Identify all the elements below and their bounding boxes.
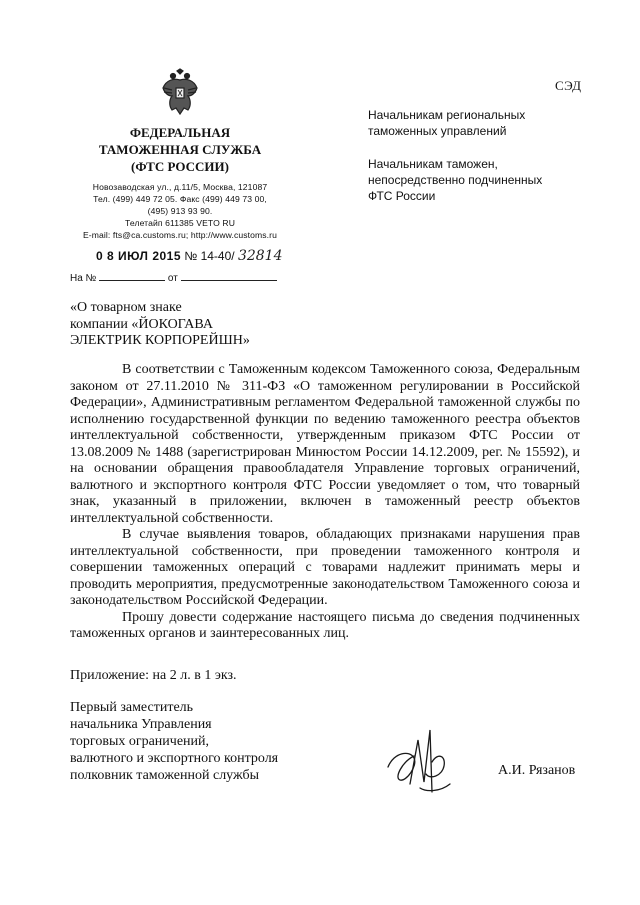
letter-body xyxy=(70,362,580,643)
org-teletype: Телетайп 611385 VETO RU xyxy=(125,218,235,228)
ref-number-label: На № xyxy=(70,273,97,284)
org-name-line1: ФЕДЕРАЛЬНАЯ xyxy=(129,125,231,140)
date-stamp: 0 8 ИЮЛ 2015 xyxy=(96,249,182,263)
subject-line3: ЭЛЕКТРИК КОРПОРЕЙШН» xyxy=(70,333,250,348)
addressee-line1: Начальникам региональных xyxy=(368,108,526,122)
sed-stamp: СЭД xyxy=(555,78,582,93)
org-phone-extra: (495) 913 93 90. xyxy=(147,206,213,216)
ref-number-blank xyxy=(99,271,165,281)
org-phone: Тел. (499) 449 72 05. Факс (499) 449 73 00, xyxy=(93,194,267,204)
addressee-line4: непосредственно подчиненных xyxy=(368,173,543,187)
signer-line1: Первый заместитель xyxy=(70,700,194,715)
ref-from-label: от xyxy=(167,273,178,284)
org-name-line3: (ФТС РОССИИ) xyxy=(131,159,229,174)
registration-line xyxy=(96,248,283,264)
annex-note: Приложение: на 2 л. в 1 экз. xyxy=(70,668,237,683)
signer-name: А.И. Рязанов xyxy=(498,763,576,778)
org-email-web: E-mail: fts@ca.customs.ru; http://www.customs.ru xyxy=(82,230,278,240)
body-paragraph-2: В случае выявления товаров, обладающих признаками нарушения прав интеллектуальной собственности, при проведении таможенного контроля и совершении таможенных операций с товарами надлежит принимать меры и проводить мероприятия, предусмотренные законодательством Таможенного союза и законодательством Российской Федерации. xyxy=(70,527,580,608)
body-paragraph-3: Прошу довести содержание настоящего письма до сведения подчиненных таможенных органов и заинтересованных лиц. xyxy=(70,609,580,641)
signer-title xyxy=(70,699,310,784)
org-name-line2: ТАМОЖЕННАЯ СЛУЖБА xyxy=(98,142,262,157)
signer-line3: торговых ограничений, xyxy=(70,734,210,749)
number-prefix: 14-40/ xyxy=(200,249,235,263)
letter-subject xyxy=(70,300,330,350)
coat-of-arms-emblem xyxy=(160,68,200,118)
number-label: № xyxy=(184,249,198,263)
signer-line2: начальника Управления xyxy=(70,717,212,732)
ref-date-blank xyxy=(181,271,277,281)
signer-line5: полковник таможенной службы xyxy=(70,768,260,783)
subject-line1: «О товарном знаке xyxy=(70,300,182,315)
org-address: Новозаводская ул., д.11/5, Москва, 121087 xyxy=(92,182,268,192)
addressee-line5: ФТС России xyxy=(368,189,436,203)
addressee-line2: таможенных управлений xyxy=(368,124,507,138)
subject-line2: компании «ЙОКОГАВА xyxy=(70,316,213,332)
signer-line4: валютного и экспортного контроля xyxy=(70,751,279,766)
handwritten-number: 32814 xyxy=(237,248,283,264)
handwritten-signature xyxy=(380,722,460,797)
body-paragraph-1: В соответствии с Таможенным кодексом Таможенного союза, Федеральным законом от 27.11.2010 № 311-ФЗ «О таможенном регулировании в Российской Федерации», Административным регламентом Федеральной таможенной службы по исполнению государственной функции по ведению таможенного реестра объектов интеллектуальной собственности, утвержденным приказом ФТС России от 13.08.2009 № 1488 (зарегистрирован Минюстом России 14.12.2009, рег. № 15592), и на основании обращения правообладателя Управление торговых ограничений, валютного и экспортного контроля ФТС России уведомляет о том, что товарный знак, указанный в приложении, включен в таможенный реестр объектов интеллектуальной собственности. xyxy=(70,362,580,526)
reference-line xyxy=(70,271,277,284)
addressee-line3: Начальникам таможен, xyxy=(368,157,498,171)
